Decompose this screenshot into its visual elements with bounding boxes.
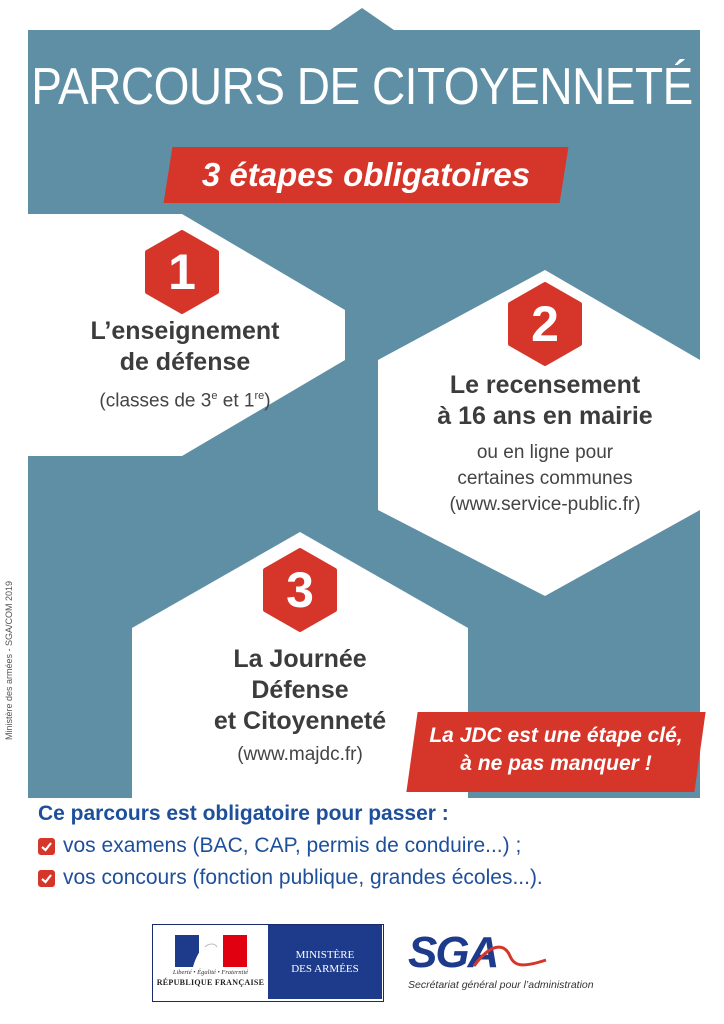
sga-swoosh-icon xyxy=(470,938,550,974)
requirement-item: vos examens (BAC, CAP, permis de conduire...) ; xyxy=(38,834,521,858)
sga-subtitle: Secrétariat général pour l’administration xyxy=(408,979,594,991)
step-2-title xyxy=(390,370,700,432)
step-3-title-line: La Journée xyxy=(233,645,367,673)
checkbox-icon xyxy=(38,838,55,855)
step-3-title xyxy=(150,644,450,737)
step-1-subtitle: (classes de 3e et 1re) xyxy=(99,390,271,412)
step-2-subtitle: ou en ligne pour certaines communes (www.service-public.fr) xyxy=(449,442,641,515)
step-1-title-line: L’enseignement xyxy=(90,317,280,345)
sga-logo: SGA xyxy=(408,928,498,977)
step-1-title xyxy=(40,316,330,378)
ministry-name: MINISTÈRE DES ARMÉES xyxy=(268,925,382,999)
republic-motto: Liberté • Égalité • Fraternité xyxy=(172,969,249,976)
side-credit: Ministère des armées - SGA/COM 2019 xyxy=(4,580,14,740)
step-2-title-line: à 16 ans en mairie xyxy=(437,402,653,430)
checkbox-icon xyxy=(38,870,55,887)
step-2-title-line: Le recensement xyxy=(449,371,641,399)
step-3-number: 3 xyxy=(286,562,314,618)
requirement-item: vos concours (fonction publique, grandes écoles...). xyxy=(38,866,543,890)
page-title: PARCOURS DE CITOYENNETÉ xyxy=(31,57,693,116)
step-2-number-badge xyxy=(508,282,582,366)
jdc-callout-text: La JDC est une étape clé, à ne pas manquer ! xyxy=(429,724,683,775)
step-1-number-badge xyxy=(145,230,219,314)
requirements-title: Ce parcours est obligatoire pour passer : xyxy=(38,802,449,825)
step-1-number: 1 xyxy=(168,244,196,300)
step-2-number: 2 xyxy=(531,296,559,352)
step-1-title-line: de défense xyxy=(119,348,251,376)
step-3-title-line: Défense xyxy=(251,676,349,704)
marianne-icon xyxy=(153,925,268,999)
republic-name: RÉPUBLIQUE FRANÇAISE xyxy=(156,978,265,987)
banner-text: 3 étapes obligatoires xyxy=(201,156,531,193)
step-3-title-line: et Citoyenneté xyxy=(213,707,387,735)
step-3-number-badge xyxy=(263,548,337,632)
step-3-subtitle: (www.majdc.fr) xyxy=(237,744,363,765)
